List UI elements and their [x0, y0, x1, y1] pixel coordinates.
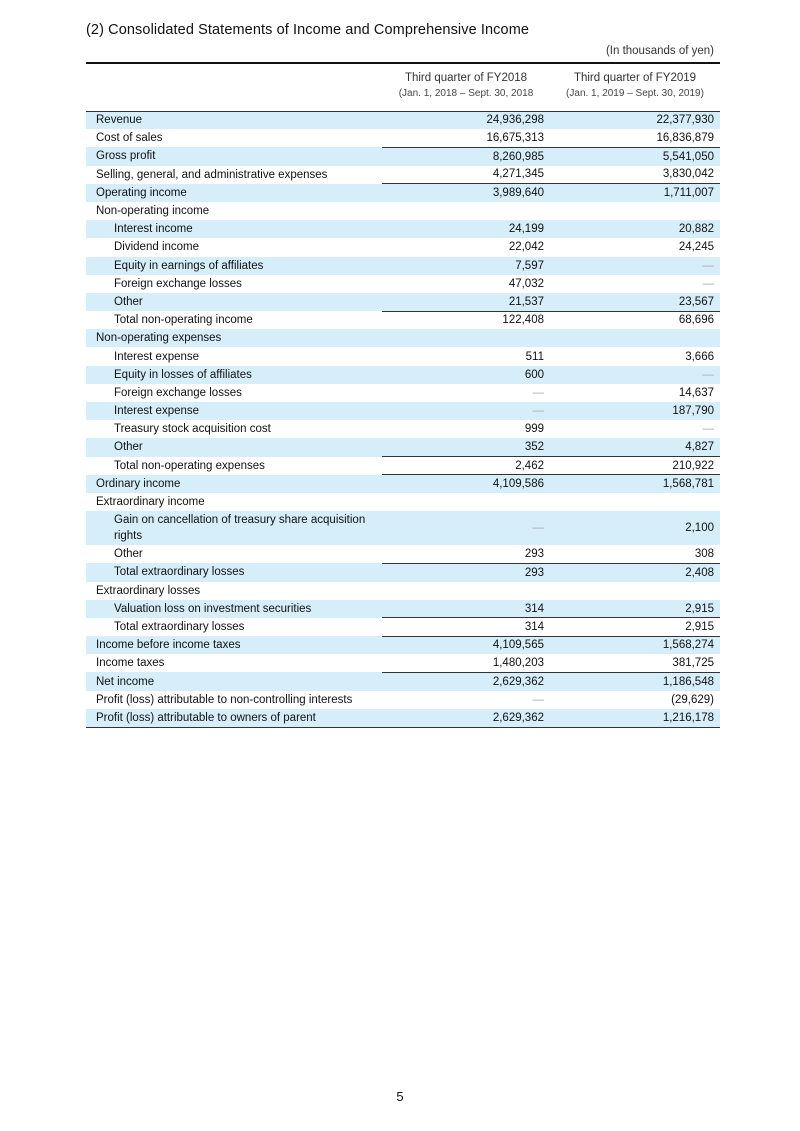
table-row	[86, 311, 720, 329]
table-row	[86, 654, 720, 672]
value-fy2018: 314	[382, 618, 550, 636]
table-row	[86, 636, 720, 654]
table-row	[86, 293, 720, 311]
row-label: Foreign exchange losses	[114, 277, 242, 290]
value-fy2019: 22,377,930	[550, 111, 720, 129]
row-label: Equity in losses of affiliates	[86, 366, 382, 384]
table-row	[86, 129, 720, 147]
page-number: 5	[396, 1089, 404, 1104]
value-fy2019: 187,790	[550, 402, 720, 420]
value-fy2018: 293	[524, 547, 544, 560]
table-row	[86, 420, 720, 438]
row-label: Profit (loss) attributable to non-controlling interests	[96, 693, 353, 706]
value-fy2019: 2,100	[550, 511, 720, 545]
value-fy2018: —	[532, 386, 544, 399]
value-fy2019: 2,915	[550, 600, 720, 618]
value-fy2019: —	[702, 277, 714, 290]
row-label: Income before income taxes	[86, 636, 382, 654]
table-row	[86, 347, 720, 365]
value-fy2019: 3,830,042	[662, 168, 714, 181]
value-fy2018: 4,109,586	[382, 475, 550, 493]
value-fy2019: 24,245	[678, 241, 714, 254]
value-fy2018: 2,462	[382, 457, 550, 475]
value-fy2018: 4,271,345	[492, 168, 544, 181]
value-fy2018: 999	[524, 423, 544, 436]
table-row	[86, 600, 720, 618]
row-label: Gross profit	[86, 147, 382, 165]
table-row	[86, 257, 720, 275]
value-fy2018	[382, 329, 550, 347]
row-label: Non-operating expenses	[86, 329, 382, 347]
row-label: Total non-operating income	[114, 314, 253, 327]
value-fy2019: —	[550, 257, 720, 275]
column-period: (Jan. 1, 2018 – Sept. 30, 2018	[398, 88, 534, 99]
row-label: Total non-operating expenses	[114, 459, 265, 472]
row-label: Extraordinary income	[96, 496, 205, 509]
value-fy2018: 314	[382, 600, 550, 618]
value-fy2019	[550, 582, 720, 600]
value-fy2018: 122,408	[382, 311, 550, 329]
value-fy2019: 308	[694, 547, 714, 560]
row-label: Net income	[86, 672, 382, 690]
row-label: Other	[86, 438, 382, 456]
table-row	[86, 475, 720, 493]
value-fy2018	[382, 202, 550, 220]
unit-note: (In thousands of yen)	[605, 45, 714, 57]
page-title: (2) Consolidated Statements of Income and Comprehensive Income	[86, 22, 530, 38]
table-row	[86, 111, 720, 129]
value-fy2018: —	[382, 402, 550, 420]
value-fy2018	[382, 582, 550, 600]
value-fy2018: 22,042	[508, 241, 544, 254]
column-header-fy2018	[382, 63, 550, 103]
value-fy2019: 3,666	[685, 350, 714, 363]
row-label: Equity in earnings of affiliates	[86, 257, 382, 275]
row-label: Foreign exchange losses	[114, 386, 242, 399]
value-fy2018: 3,989,640	[382, 184, 550, 202]
row-label: Other	[114, 548, 143, 561]
table-row	[86, 545, 720, 563]
table-row	[86, 563, 720, 581]
value-fy2019: —	[702, 423, 714, 436]
value-fy2019: 4,827	[550, 438, 720, 456]
value-fy2018: 352	[382, 438, 550, 456]
column-header-fy2019	[550, 63, 720, 103]
row-label: Interest income	[86, 220, 382, 238]
row-label: Treasury stock acquisition cost	[114, 423, 271, 436]
table-row	[86, 166, 720, 184]
value-fy2019: 381,725	[672, 657, 714, 670]
value-fy2019: 1,568,781	[550, 475, 720, 493]
value-fy2019	[550, 493, 720, 511]
value-fy2019: 68,696	[550, 311, 720, 329]
table-row	[86, 329, 720, 347]
table-row	[86, 238, 720, 256]
column-heading: Third quarter of FY2018	[404, 72, 528, 84]
value-fy2019: 20,882	[550, 220, 720, 238]
row-label: Interest expense	[114, 350, 200, 363]
value-fy2018: 4,109,565	[382, 636, 550, 654]
row-label: Selling, general, and administrative expenses	[96, 168, 328, 181]
value-fy2018: 293	[382, 563, 550, 581]
row-label: Income taxes	[96, 657, 165, 670]
value-fy2019: 1,186,548	[550, 672, 720, 690]
row-label: Total extraordinary losses	[86, 563, 382, 581]
row-label: Total extraordinary losses	[114, 620, 245, 633]
value-fy2019: (29,629)	[671, 693, 714, 706]
table-row	[86, 184, 720, 202]
row-label: Ordinary income	[86, 475, 382, 493]
value-fy2018: 2,629,362	[382, 672, 550, 690]
table-row	[86, 493, 720, 511]
value-fy2018: 47,032	[508, 277, 544, 290]
value-fy2018: 24,936,298	[382, 111, 550, 129]
value-fy2018: 21,537	[382, 293, 550, 311]
value-fy2019: 2,915	[550, 618, 720, 636]
value-fy2018: 16,675,313	[486, 132, 544, 145]
table-row	[86, 275, 720, 293]
value-fy2019	[550, 202, 720, 220]
value-fy2019: 1,711,007	[550, 184, 720, 202]
row-label: Extraordinary losses	[96, 584, 201, 597]
value-fy2018: 24,199	[382, 220, 550, 238]
value-fy2019: 210,922	[550, 457, 720, 475]
table-row	[86, 220, 720, 238]
value-fy2019: 5,541,050	[550, 147, 720, 165]
column-header-row	[86, 63, 720, 103]
row-label: Non-operating income	[96, 205, 210, 218]
table-row	[86, 582, 720, 600]
value-fy2018: —	[532, 693, 544, 706]
table-row	[86, 366, 720, 384]
row-label: Revenue	[86, 111, 382, 129]
column-period: (Jan. 1, 2019 – Sept. 30, 2019)	[566, 88, 704, 99]
table-row	[86, 438, 720, 456]
value-fy2019: —	[550, 366, 720, 384]
row-label: Valuation loss on investment securities	[86, 600, 382, 618]
value-fy2019	[550, 329, 720, 347]
label-column-header	[86, 63, 382, 103]
row-label: Gain on cancellation of treasury share acquisition rights	[86, 511, 382, 545]
table-row	[86, 457, 720, 475]
value-fy2018: 511	[525, 350, 544, 363]
value-fy2019: 2,408	[550, 563, 720, 581]
value-fy2018: 7,597	[382, 257, 550, 275]
table-row	[86, 672, 720, 690]
value-fy2018: 600	[382, 366, 550, 384]
table-row	[86, 691, 720, 709]
value-fy2018	[382, 493, 550, 511]
row-label: Other	[86, 293, 382, 311]
row-label: Interest expense	[86, 402, 382, 420]
value-fy2019: 23,567	[550, 293, 720, 311]
value-fy2019: 1,568,274	[550, 636, 720, 654]
table-row	[86, 384, 720, 402]
value-fy2018: 2,629,362	[382, 709, 550, 727]
table-row	[86, 618, 720, 636]
value-fy2018: 1,480,203	[492, 657, 544, 670]
column-heading: Third quarter of FY2019	[573, 72, 697, 84]
value-fy2019: 1,216,178	[550, 709, 720, 727]
row-label: Dividend income	[114, 241, 200, 254]
value-fy2018: —	[382, 511, 550, 545]
value-fy2019: 14,637	[678, 386, 714, 399]
table-row	[86, 511, 720, 545]
table-row	[86, 202, 720, 220]
row-label: Profit (loss) attributable to owners of parent	[86, 709, 382, 727]
income-statement-table	[86, 62, 720, 728]
statement-rows	[86, 111, 720, 727]
row-label: Operating income	[86, 184, 382, 202]
value-fy2019: 16,836,879	[656, 132, 714, 145]
table-row	[86, 402, 720, 420]
table-row	[86, 709, 720, 727]
table-row	[86, 147, 720, 165]
value-fy2018: 8,260,985	[382, 147, 550, 165]
row-label: Cost of sales	[96, 132, 163, 145]
